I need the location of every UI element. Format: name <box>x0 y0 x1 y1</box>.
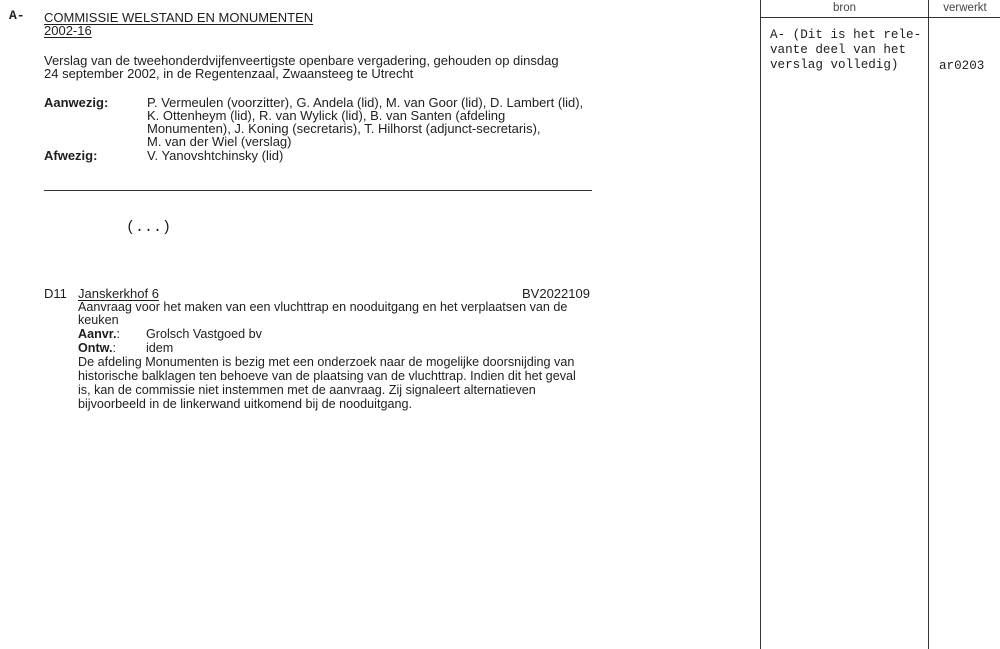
applicant-row <box>78 327 120 341</box>
margin-mark: A- <box>9 8 25 23</box>
applicant-value: Grolsch Vastgoed bv <box>146 327 262 341</box>
body-line: De afdeling Monumenten is bezig met een onderzoek naar de mogelijke doorsnijding van <box>78 355 575 369</box>
designer-colon: : <box>112 341 117 355</box>
body-line: bijvoorbeeld in de linkerwand uitkomend bij de nooduitgang. <box>78 397 412 411</box>
request-line: Aanvraag voor het maken van een vluchttrap en nooduitgang en het verplaatsen van de <box>78 300 568 314</box>
body-line: historische balklagen ten behoeve van de plaatsing van de vluchttrap. Indien dit het geval <box>78 369 576 383</box>
committee-title: COMMISSIE WELSTAND EN MONUMENTEN <box>44 10 314 25</box>
present-line: Monumenten), J. Koning (secretaris), T. Hilhorst (adjunct-secretaris), <box>147 121 541 136</box>
bron-header: bron <box>832 2 857 14</box>
report-line-1: Verslag van de tweehonderdvijfenveertigste openbare vergadering, gehouden op dinsdag <box>44 53 559 68</box>
present-label: Aanwezig: <box>44 95 109 110</box>
ellipsis: (...) <box>126 219 172 236</box>
item-reference: BV2022109 <box>522 286 590 301</box>
designer-label: Ontw. <box>78 341 113 355</box>
present-line: P. Vermeulen (voorzitter), G. Andela (lid), M. van Goor (lid), D. Lambert (lid), <box>147 95 584 110</box>
present-line: K. Ottenheym (lid), R. van Wylick (lid), B. van Santen (afdeling <box>147 108 506 123</box>
report-line-2: 24 september 2002, in de Regentenzaal, Zwaansteeg te Utrecht <box>44 66 414 81</box>
designer-row <box>78 341 116 355</box>
applicant-colon: : <box>116 327 121 341</box>
applicant-label: Aanvr. <box>78 327 117 341</box>
request-line: keuken <box>78 313 119 327</box>
column-divider-rule <box>928 0 929 649</box>
body-line: is, kan de commissie niet instemmen met de aanvraag. Zij signaleert alternatieven <box>78 383 536 397</box>
bron-note-line: A- (Dit is het rele- <box>770 28 922 42</box>
separator-rule <box>44 190 592 191</box>
column-header-rule <box>760 17 1000 18</box>
item-code: D11 <box>44 286 67 301</box>
verwerkt-value: ar0203 <box>939 59 985 73</box>
absent-label: Afwezig: <box>44 148 98 163</box>
absent-value: V. Yanovshtchinsky (lid) <box>147 148 284 163</box>
designer-value: idem <box>146 341 174 355</box>
meeting-number: 2002-16 <box>44 23 92 38</box>
bron-note-line: vante deel van het <box>770 43 907 57</box>
item-address: Janskerkhof 6 <box>78 286 159 301</box>
bron-column-left-rule <box>760 0 761 649</box>
present-line: M. van der Wiel (verslag) <box>147 134 292 149</box>
verwerkt-header: verwerkt <box>943 2 987 14</box>
bron-note-line: verslag volledig) <box>770 58 899 72</box>
